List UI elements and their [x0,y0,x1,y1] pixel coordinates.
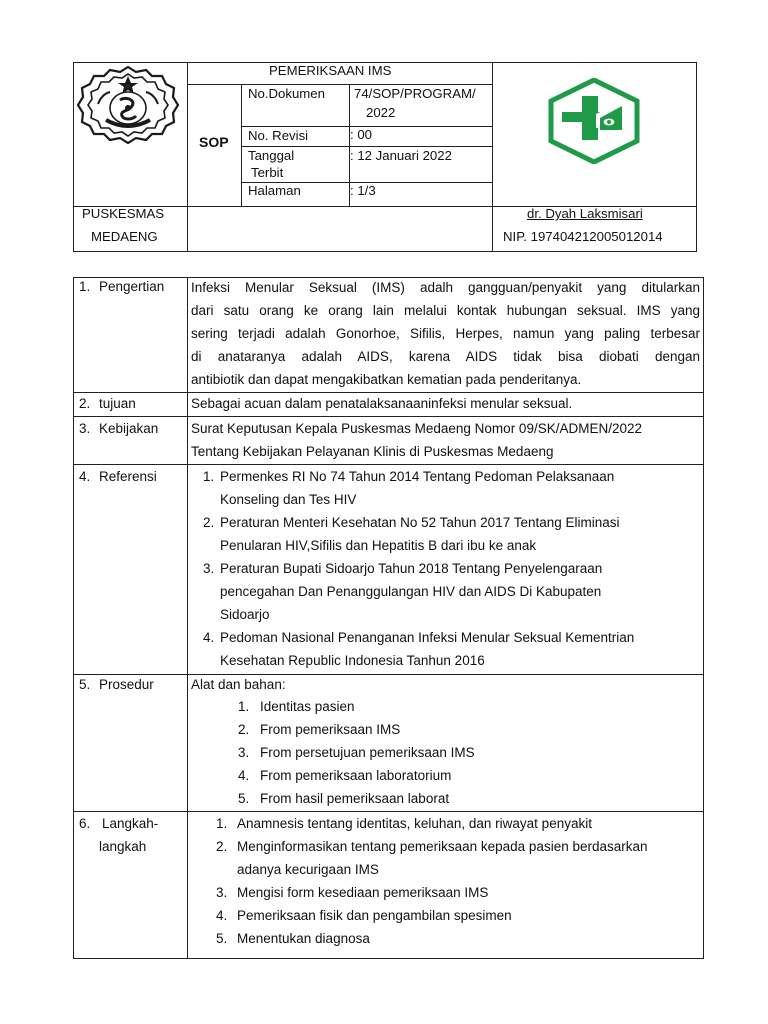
section-label-tujuan: tujuan [99,396,136,411]
list-number: 3. [216,885,228,900]
section-label-kebijakan: Kebijakan [99,421,159,436]
section-num-5: 5. [79,677,91,692]
list-number: 4. [238,768,250,783]
list-text: From hasil pemeriksaan laborat [260,791,450,806]
list-item [203,465,700,511]
kebijakan-line: Surat Keputusan Kepala Puskesmas Medaeng Nomor 09/SK/ADMEN/2022 [191,421,642,436]
list-text: Konseling dan Tes HIV [220,492,357,507]
section-label-langkah-2: langkah [99,839,147,854]
list-number: 3. [203,561,215,576]
list-item [238,764,698,787]
list-item [203,557,700,626]
label-halaman: Halaman [248,183,301,198]
value-no-dokumen-2: 2022 [366,105,396,120]
list-item [216,927,700,950]
list-text: Pedoman Nasional Penanganan Infeksi Menular Seksual Kementrian [220,630,635,645]
value-halaman: : 1/3 [350,183,376,198]
label-tanggal: Tanggal [248,148,295,163]
tujuan-text: Sebagai acuan dalam penatalaksanaaninfeksi menular seksual. [191,396,573,411]
kebijakan-text [191,417,700,463]
list-text: Sidoarjo [220,607,270,622]
referensi-list [203,465,700,672]
list-item [238,787,698,810]
sop-label: SOP [199,134,229,150]
list-text: Anamnesis tentang identitas, keluhan, dan riwayat penyakit [237,816,592,831]
list-number: 5. [216,931,228,946]
pengertian-line: sering terjadi adalah Gonorhoe, Sifilis, Herpes, namun yang paling terbesar [191,326,700,341]
section-label-pengertian: Pengertian [99,279,165,294]
section-label-referensi: Referensi [99,469,157,484]
langkah-list [216,812,700,950]
list-text: From pemeriksaan IMS [260,722,401,737]
list-number: 3. [238,745,250,760]
section-num-1: 1. [79,279,91,294]
label-no-revisi: No. Revisi [248,128,309,143]
list-item [238,718,698,741]
label-no-dokumen: No.Dokumen [248,86,325,101]
pengertian-line: di anataranya adalah AIDS, karena AIDS tidak bisa diobati dengan [191,349,700,364]
org-name-line2: MEDAENG [91,229,158,244]
list-number: 2. [203,515,215,530]
signer-name: dr. Dyah Laksmisari [527,206,643,221]
prosedur-intro: Alat dan bahan: [191,677,286,692]
regency-seal-icon [76,64,180,144]
pengertian-line: Infeksi Menular Seksual (IMS) adalh gangguan/penyakit yang ditularkan [191,280,700,295]
document-title: PEMERIKSAAN IMS [269,63,392,78]
list-text: Kesehatan Republic Indonesia Tanhun 2016 [220,653,485,668]
section-num-3: 3. [79,421,91,436]
list-text: adanya kecurigaan IMS [237,862,379,877]
list-item [216,812,700,835]
list-text: Permenkes RI No 74 Tahun 2014 Tentang Pedoman Pelaksanaan [220,469,615,484]
prosedur-list [238,695,698,810]
list-number: 2. [238,722,250,737]
list-item [216,881,700,904]
list-number: 4. [203,630,215,645]
list-text: From persetujuan pemeriksaan IMS [260,745,475,760]
list-text: Identitas pasien [260,699,355,714]
section-num-2: 2. [79,396,91,411]
list-text: Menginformasikan tentang pemeriksaan kepada pasien berdasarkan [237,839,648,854]
list-text: Peraturan Bupati Sidoarjo Tahun 2018 Tentang Penyelengaraan [220,561,603,576]
section-num-4: 4. [79,469,91,484]
signer-nip: NIP. 197404212005012014 [503,229,663,244]
value-no-revisi: : 00 [350,127,372,142]
list-text: pencegahan Dan Penanggulangan HIV dan AIDS Di Kabupaten [220,584,602,599]
list-number: 5. [238,791,250,806]
value-no-dokumen-1: 74/SOP/PROGRAM/ [354,86,476,101]
list-number: 1. [216,816,228,831]
list-text: Pemeriksaan fisik dan pengambilan spesimen [237,908,512,923]
list-item [238,741,698,764]
section-label-langkah-1: Langkah- [102,816,159,831]
list-number: 2. [216,839,228,854]
pengertian-line: antibiotik dan dapat mengakibatkan kematian pada penderitanya. [191,372,582,387]
list-text: Mengisi form kesediaan pemeriksaan IMS [237,885,489,900]
section-num-6: 6. [79,816,91,831]
label-terbit: Terbit [251,165,284,180]
pengertian-text [191,276,700,391]
value-tanggal-terbit: : 12 Januari 2022 [350,148,452,163]
list-text: Peraturan Menteri Kesehatan No 52 Tahun 2017 Tentang Eliminasi [220,515,620,530]
kebijakan-line: Tentang Kebijakan Pelayanan Klinis di Puskesmas Medaeng [191,444,554,459]
list-item [238,695,698,718]
list-text: From pemeriksaan laboratorium [260,768,452,783]
list-number: 4. [216,908,228,923]
list-item [203,626,700,672]
list-number: 1. [238,699,250,714]
list-item [203,511,700,557]
pengertian-line: dari satu orang ke orang lain melalui kontak hubungan seksual. IMS yang [191,303,700,318]
list-item [216,835,700,881]
section-label-prosedur: Prosedur [99,677,154,692]
list-item [216,904,700,927]
list-text: Menentukan diagnosa [237,931,370,946]
list-text: Penularan HIV,Sifilis dan Hepatitis B dari ibu ke anak [220,538,537,553]
puskesmas-cross-icon [548,78,640,164]
list-number: 1. [203,469,215,484]
org-name-line1: PUSKESMAS [82,206,165,221]
